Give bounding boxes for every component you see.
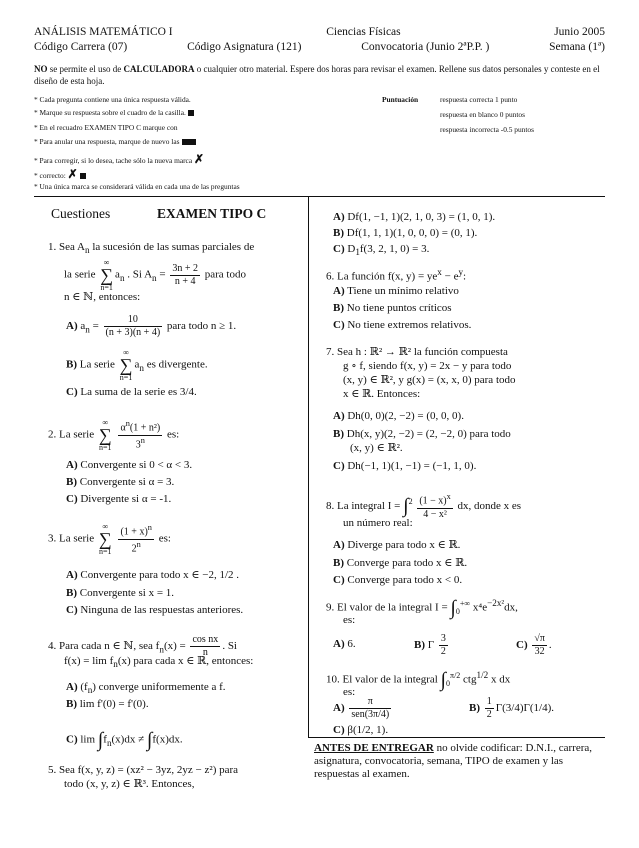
q1-stem-c: la serie	[64, 268, 96, 281]
degree: Ciencias Físicas	[326, 26, 401, 38]
q6-option-a[interactable]: A) Tiene un mínimo relativo	[333, 285, 459, 297]
note-5	[34, 152, 204, 167]
exam-week: Semana (1ª)	[549, 41, 605, 53]
q5-option-c[interactable]: C) $D_1f(3$, 2, 1, 0) = 3.	[333, 243, 430, 258]
q6-option-c[interactable]: C) No tiene extremos relativos.	[333, 319, 472, 331]
summation-icon: ∞ ∑ n=1	[98, 522, 112, 557]
q1-option-c[interactable]: C) La suma de la serie es 3/4.	[66, 386, 197, 398]
q4-option-a[interactable]: A) $(f_n)$ converge uniformemente a f.	[66, 681, 226, 696]
cross-mark-icon: ✗	[67, 167, 78, 181]
q8-stem-2: un número real:	[343, 517, 413, 529]
q7-stem-3: (x, y) ∈ ℝ², y g(x) = (x, x, 0) para todo	[343, 374, 516, 386]
q5-stem: 5. Sea f(x, y, z) = (xz² − 3yz, 2yz − z²) para	[48, 764, 239, 776]
exam-date: Junio 2005	[554, 26, 605, 38]
q8-option-b[interactable]: B) Converge para todo x ∈ ℝ.	[333, 557, 468, 569]
scoring-title: Puntuación	[382, 95, 419, 104]
q5-stem-2: todo (x, y, z) ∈ ℝ³. Entonces,	[64, 778, 195, 790]
q4-stem: 4. Para cada n ∈ ℕ, sea $f_n(x)$ = $\frac{\text{cos nx}}{n}$ . Si	[48, 634, 237, 659]
q1-stem-b: la sucesión de las sumas parciales de	[92, 241, 255, 253]
q5-option-b[interactable]: B) Df(1, 1, 1)(1, 0, 0, 0) = (0, 1).	[333, 227, 478, 239]
q9-option-b[interactable]: B) Γ $\frac{3}{2}$	[414, 633, 446, 658]
q3-option-c[interactable]: C) Ninguna de las respuestas anteriores.	[66, 604, 244, 616]
top-divider	[34, 196, 605, 197]
summation-icon: ∞ ∑ n=1	[119, 348, 133, 383]
instruction-text: se permite el uso de	[49, 64, 122, 74]
note-3: * En el recuadro EXAMEN TIPO C marque con	[34, 123, 178, 132]
instruction-rest: o cualquier otro material. Espere dos horas para revisar el examen. Rellene sus datos personales y conteste en el diseño de esta hoja.	[34, 64, 600, 86]
note-2-text: * Marque su respuesta sobre el cuadro de la casilla.	[34, 108, 186, 117]
q1-stem-e: para todo	[204, 268, 246, 281]
final-note	[314, 742, 604, 781]
q7-option-a[interactable]: A) Dh(0, 0)(2, −2) = (0, 0, 0).	[333, 410, 464, 422]
summation-icon: ∞ ∑ n=1	[98, 418, 112, 453]
exam-type-heading: EXAMEN TIPO C	[157, 206, 267, 221]
q10-option-b[interactable]: B) $\frac{1}{2}$ Γ(3/4)Γ(1/4).	[469, 696, 554, 721]
q3-option-b[interactable]: B) Convergente si x = 1.	[66, 587, 175, 599]
note-6	[34, 167, 86, 182]
subject-code: Código Asignatura (121)	[187, 41, 302, 53]
scoring-wrong: respuesta incorrecta -0.5 puntos	[440, 125, 534, 134]
q4-option-c[interactable]: C) $\lim \int f_n(x)dx \ne \int f(x)dx$.	[66, 729, 183, 751]
note-1: * Cada pregunta contiene una única respuesta válida.	[34, 95, 191, 104]
note-2	[34, 108, 194, 117]
career-code: Código Carrera (07)	[34, 41, 128, 53]
q6-option-b[interactable]: B) No tiene puntos críticos	[333, 302, 452, 314]
q1-fraction: $\frac{3n + 2}{n + 4}$	[172, 262, 198, 287]
q10-stem: 10. El valor de la integral $\int_0^{\pi/2}$ ctg$^{1/2}$ x dx	[326, 669, 511, 691]
questions-heading: Cuestiones	[51, 206, 111, 221]
note-6-text: * correcto:	[34, 171, 66, 180]
q6-stem: 6. La función f(x, $y) = ye^x - e^y$:	[326, 267, 467, 283]
note-4	[34, 137, 196, 146]
note-4-text: * Para anular una respuesta, marque de nuevo las	[34, 137, 180, 146]
final-note-text: no olvide codificar: D.N.I., carrera, asignatura, convocatoria, semana, TIPO de examen y las respuestas al examen.	[314, 742, 593, 780]
cross-mark-icon: ✗	[193, 152, 205, 166]
integral-icon: ∫	[450, 597, 456, 619]
q9-stem-2: es:	[343, 614, 356, 626]
integral-icon: ∫	[403, 495, 409, 518]
filled-box-icon	[80, 173, 86, 179]
q8-option-c[interactable]: C) Converge para todo x < 0.	[333, 574, 463, 586]
integral-icon: ∫	[146, 729, 153, 751]
q9-stem: 9. El valor de la integral $I = \int_0^{+\infty}$ $x^4e^{-2x^2}dx$,	[326, 597, 518, 619]
header-row-2	[34, 40, 605, 54]
q7-option-b-2: (x, y) ∈ ℝ².	[350, 442, 403, 454]
q7-stem-2: g ∘ f, siendo f(x, y) = 2x − y para todo	[343, 360, 512, 372]
q10-stem-2: es:	[343, 686, 356, 698]
scoring-correct: respuesta correcta 1 punto	[440, 95, 518, 104]
q1-stem-f: n ∈ ℕ, entonces:	[64, 291, 141, 303]
header-row-1	[34, 25, 605, 39]
q10-option-a[interactable]: A) $\frac{\pi}{\text{sen(3π/4)}}$	[333, 696, 390, 721]
exam-session: Convocatoria (Junio 2ªP.P. )	[361, 41, 490, 53]
q7-stem-4: x ∈ ℝ. Entonces:	[343, 388, 421, 400]
summation-icon: ∞ ∑ n=1	[100, 258, 114, 293]
q1-stem-d: . Si A	[127, 268, 153, 281]
note-7: * Una única marca se considerará válida en cada una de las preguntas	[34, 182, 240, 191]
final-box-divider	[308, 737, 605, 738]
note-5-text: * Para corregir, si lo desea, tache sólo la nueva marca	[34, 156, 193, 165]
filled-box-icon	[188, 110, 194, 116]
q10-option-c[interactable]: C) β(1/2, 1).	[333, 724, 389, 736]
final-note-bold: ANTES DE ENTREGAR	[314, 742, 434, 754]
q2-option-a[interactable]: A) Convergente si 0 < α < 3.	[66, 459, 193, 471]
q3-stem: 3. La serie ∞ ∑ n=1 $\frac{(1 + x)^n}{2^n}$ es:	[48, 522, 171, 557]
q1-stem: 1. Sea $A_n$ la sucesión de las sumas parciales de	[48, 241, 255, 256]
scoring-blank: respuesta en blanco 0 puntos	[440, 110, 525, 119]
q8-stem: 8. La integral I = ∫$^2$ $\frac{(1 - x)^x}{\text{4 − x²}}$ dx, donde x es	[326, 492, 522, 520]
integral-icon: ∫	[440, 669, 447, 691]
q1-option-b[interactable]: B) La serie ∞ ∑ $n=1a_n$ es divergente.	[66, 348, 208, 383]
q1-series-line: la serie ∞ ∑ $n=1a_n$ . Si $A_n$ = $\frac{3n + 2}{n + 4}$ para todo	[64, 258, 246, 293]
q2-option-b[interactable]: B) Convergente si α = 3.	[66, 476, 175, 488]
q9-option-a[interactable]: A) 6.	[333, 638, 356, 650]
q7-stem: 7. Sea h : ℝ² → ℝ² la función compuesta	[326, 346, 508, 358]
filled-box-icon	[182, 139, 196, 145]
integral-icon: ∫	[97, 729, 104, 751]
q3-option-a[interactable]: A) Convergente para todo x ∈ −2, 1/2 .	[66, 569, 240, 581]
q7-option-b[interactable]: B) Dh(x, y)(2, −2) = (2, −2, 0) para todo	[333, 428, 511, 440]
q2-stem: 2. La serie ∞ ∑ n=1 $\frac{\alpha^n(1 + n^2)}{3^n}$ es:	[48, 418, 180, 453]
instruction-calculator: CALCULADORA	[123, 64, 195, 74]
column-divider	[308, 197, 309, 737]
q5-option-a[interactable]: A) Df(1, −1, 1)(2, 1, 0, 3) = (1, 0, 1).	[333, 211, 496, 223]
q4-stem-2: $f(x) = \lim f_n(x)$ para cada x ∈ ℝ, entonces:	[64, 655, 254, 670]
q1-stem-a: 1. Sea A	[48, 241, 85, 253]
instructions	[34, 64, 605, 87]
q8-option-a[interactable]: A) Diverge para todo x ∈ ℝ.	[333, 539, 461, 551]
q4-option-b[interactable]: B) lim f'(0) = f'(0).	[66, 698, 149, 710]
q1-option-a[interactable]: A) $a_n$ = $\frac{10}{(n + 3)(n + 4)}$ para todo n ≥ 1.	[66, 314, 237, 339]
course-title: ANÁLISIS MATEMÁTICO I	[34, 26, 173, 38]
q2-option-c[interactable]: C) Divergente si α = -1.	[66, 493, 172, 505]
instruction-no: NO	[34, 64, 48, 74]
q7-option-c[interactable]: C) Dh(−1, 1)(1, −1) = (−1, 1, 0).	[333, 460, 477, 472]
q9-option-c[interactable]: C) $\frac{√\pi}{32}$ .	[516, 633, 552, 658]
